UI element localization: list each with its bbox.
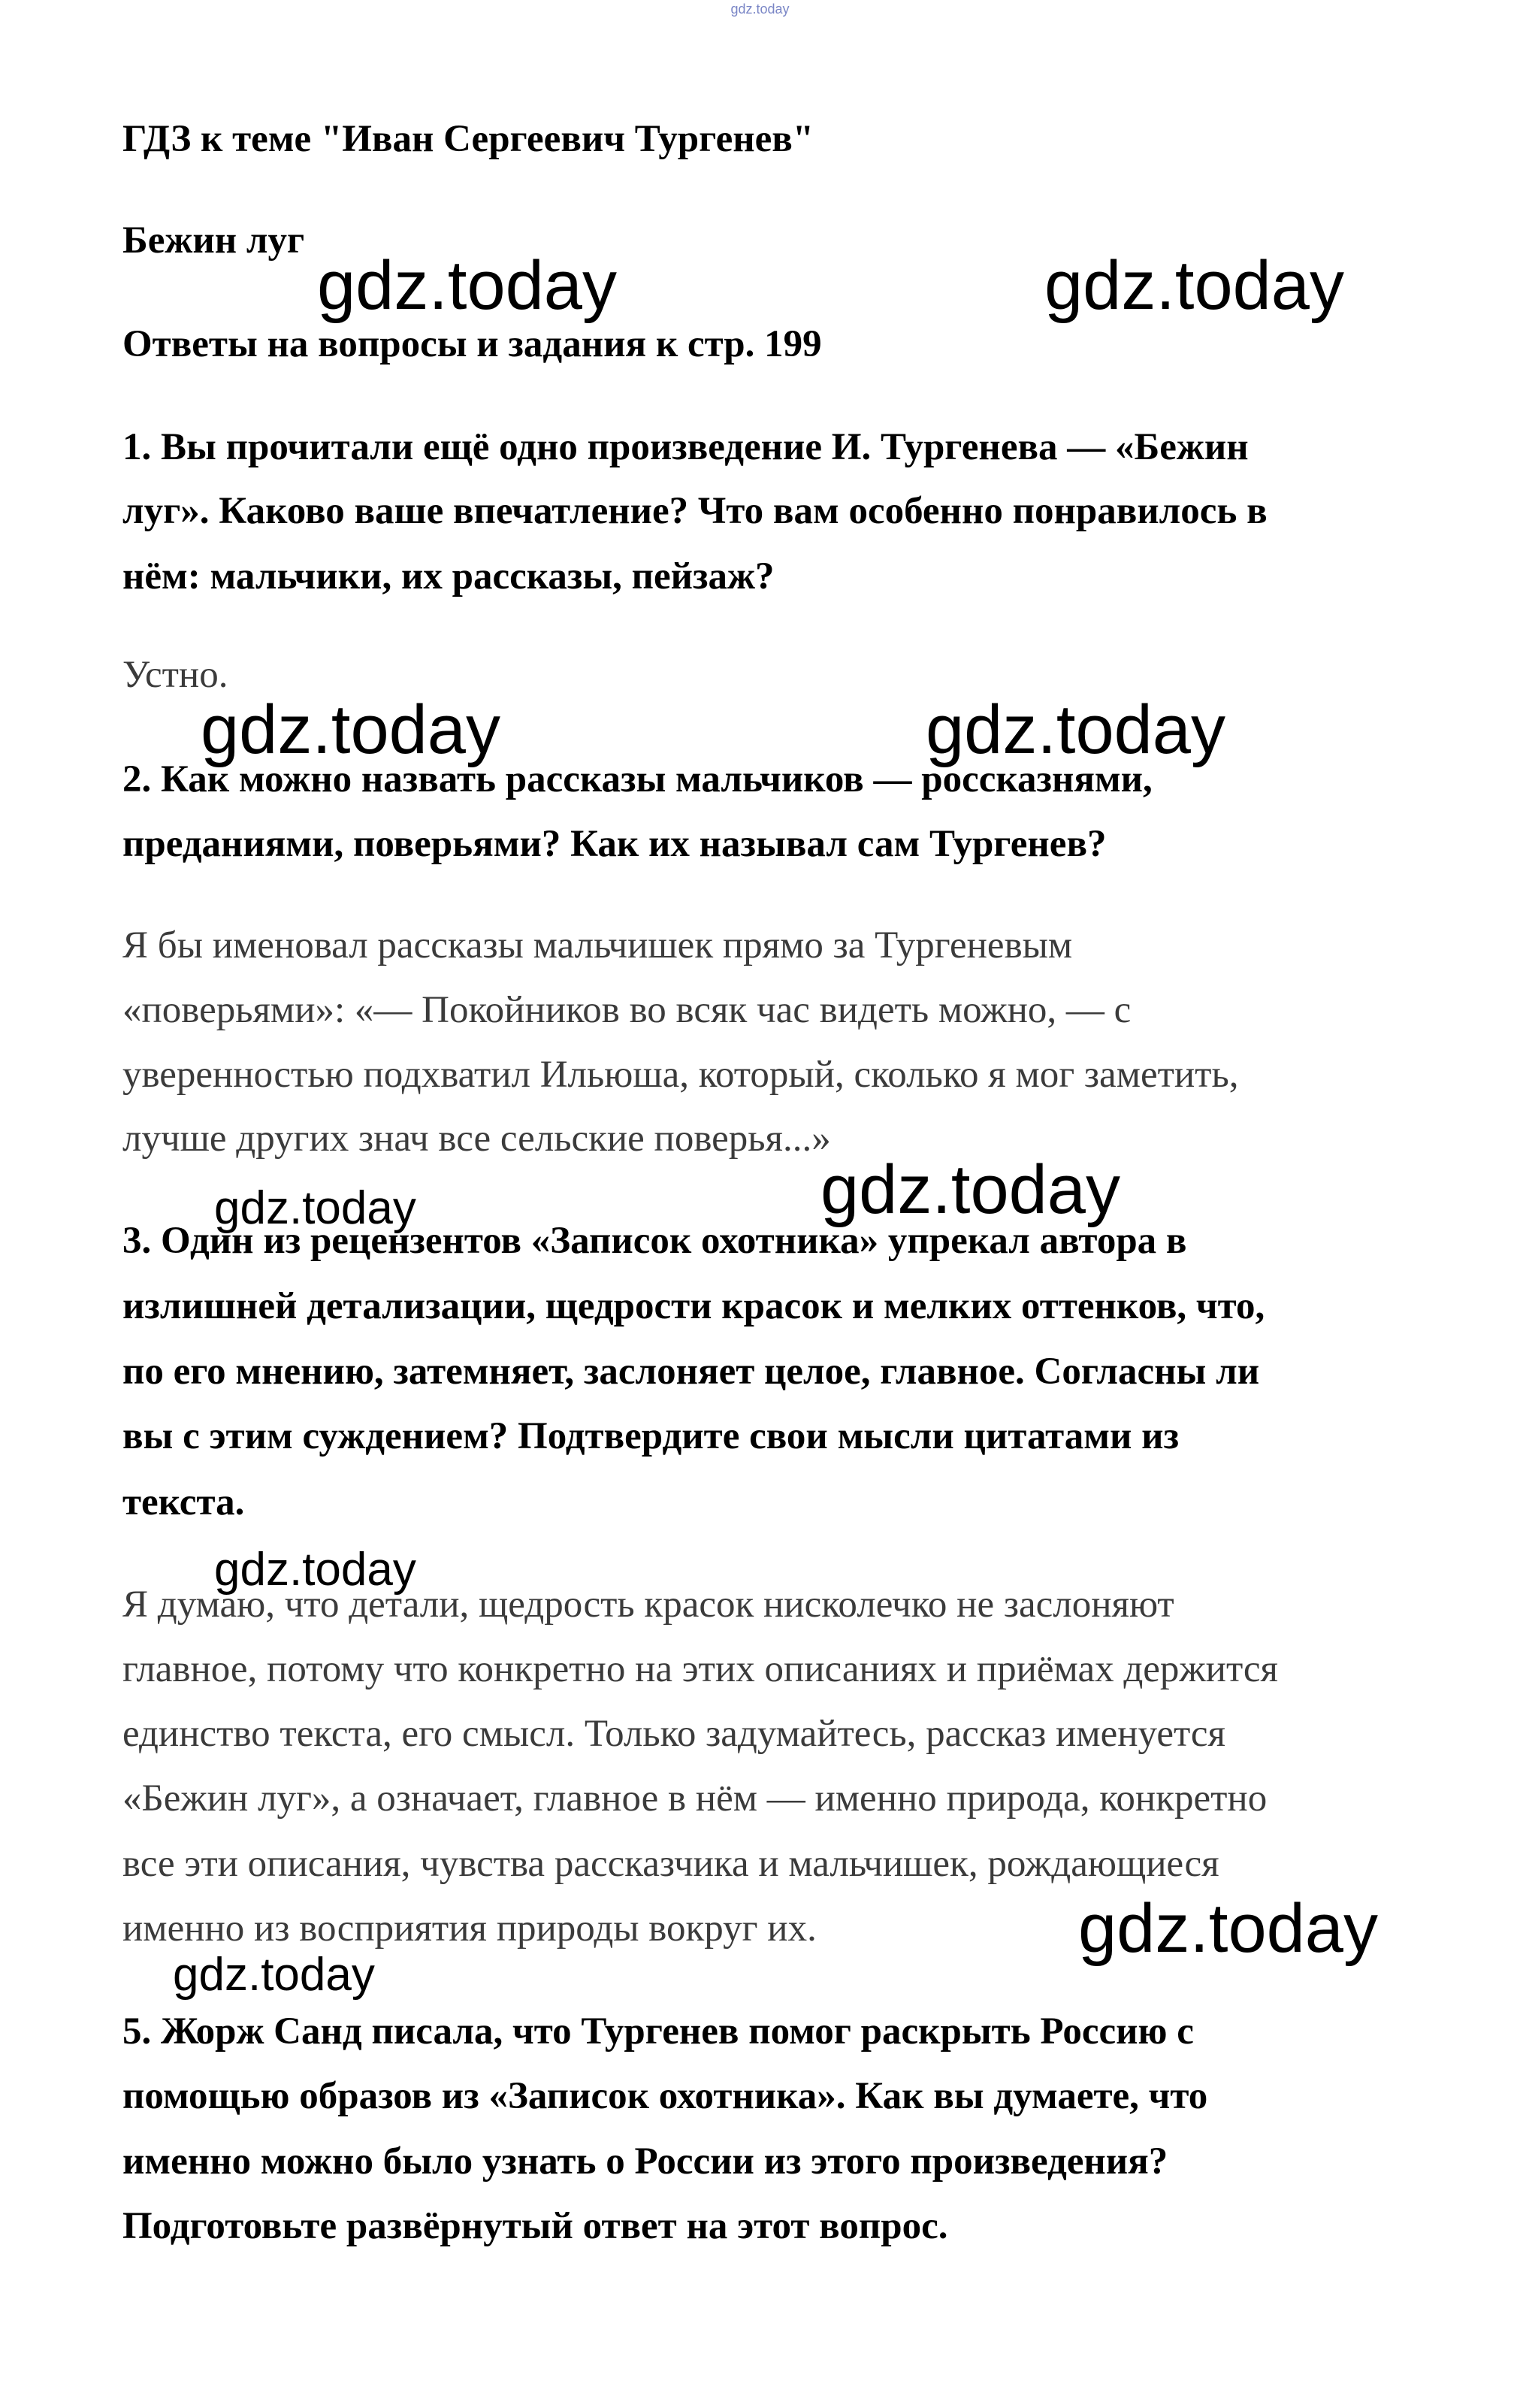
answer-3-line-2: главное, потому что конкретно на этих описаниях и приёмах держится (122, 1648, 1278, 1690)
answer-1-line-1: Устно. (122, 654, 228, 696)
section-heading: Ответы на вопросы и задания к стр. 199 (122, 323, 822, 365)
question-3-line-1: 3. Один из рецензентов «Записок охотника» упрекал автора в (122, 1220, 1187, 1262)
answer-2-line-2: «поверьями»: «— Покойников во всяк час видеть можно, — с (122, 989, 1132, 1031)
watermark: gdz.today (317, 247, 617, 324)
watermark: gdz.today (173, 1949, 375, 2001)
watermark: gdz.today (214, 1544, 416, 1596)
answer-3-line-1: Я думаю, что детали, щедрость красок нисколечко не заслоняют (122, 1584, 1174, 1626)
watermark: gdz.today (820, 1151, 1120, 1228)
question-3-line-4: вы с этим суждением? Подтвердите свои мысли цитатами из (122, 1415, 1180, 1457)
question-1-line-2: луг». Каково ваше впечатление? Что вам особенно понравилось в (122, 490, 1268, 532)
watermark: gdz.today (201, 691, 500, 768)
watermark: gdz.today (214, 1182, 416, 1234)
question-1-line-3: нём: мальчики, их рассказы, пейзаж? (122, 555, 775, 597)
site-mark: gdz.today (730, 2, 790, 17)
question-2-line-2: преданиями, поверьями? Как их называл сам Тургенев? (122, 823, 1107, 865)
question-5-line-1: 5. Жорж Санд писала, что Тургенев помог раскрыть Россию с (122, 2010, 1194, 2053)
watermark: gdz.today (1078, 1890, 1378, 1967)
watermark: gdz.today (1044, 247, 1344, 324)
answer-2-line-4: лучше других знач все сельские поверья...» (122, 1118, 831, 1160)
page-title: ГДЗ к теме "Иван Сергеевич Тургенев" (122, 118, 814, 160)
page-subtitle: Бежин луг (122, 219, 305, 262)
answer-2-line-3: уверенностью подхватил Ильюша, который, сколько я мог заметить, (122, 1054, 1239, 1096)
question-5-line-4: Подготовьте развёрнутый ответ на этот вопрос. (122, 2205, 948, 2247)
question-2-line-1: 2. Как можно назвать рассказы мальчиков — россказнями, (122, 758, 1153, 800)
answer-3-line-4: «Бежин луг», а означает, главное в нём — именно природа, конкретно (122, 1777, 1268, 1820)
watermark: gdz.today (926, 691, 1225, 768)
answer-3-line-3: единство текста, его смысл. Только задумайтесь, рассказ именуется (122, 1713, 1226, 1755)
question-3-line-5: текста. (122, 1481, 245, 1523)
question-5-line-3: именно можно было узнать о России из этого произведения? (122, 2140, 1168, 2183)
answer-3-line-6: именно из восприятия природы вокруг их. (122, 1907, 817, 1950)
question-5-line-2: помощью образов из «Записок охотника». Как вы думаете, что (122, 2075, 1208, 2117)
question-3-line-2: излишней детализации, щедрости красок и мелких оттенков, что, (122, 1285, 1265, 1327)
answer-2-line-1: Я бы именовал рассказы мальчишек прямо за Тургеневым (122, 924, 1073, 967)
question-3-line-3: по его мнению, затемняет, заслоняет целое, главное. Согласны ли (122, 1351, 1260, 1393)
question-1-line-1: 1. Вы прочитали ещё одно произведение И. Тургенева — «Бежин (122, 426, 1249, 468)
answer-3-line-5: все эти описания, чувства рассказчика и мальчишек, рождающиеся (122, 1843, 1219, 1885)
